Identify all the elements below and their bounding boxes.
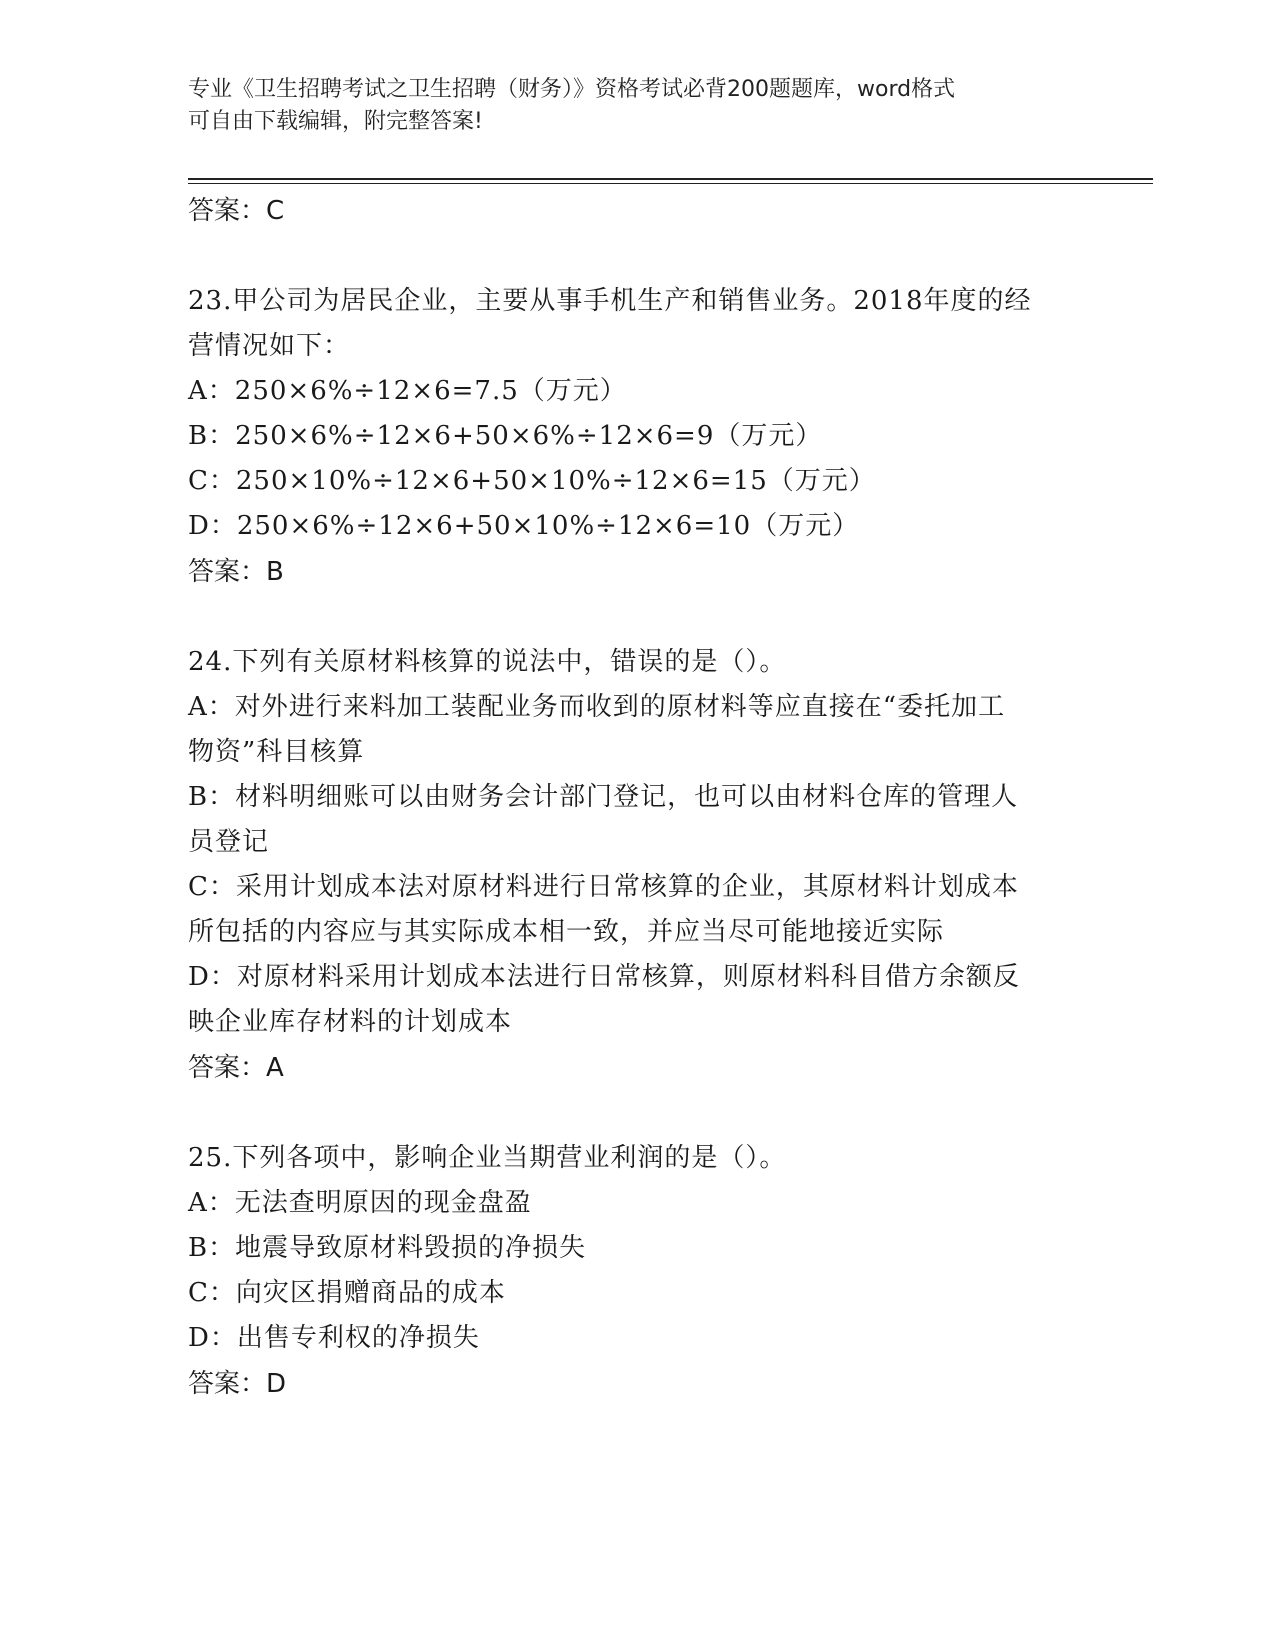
question-23-stem-line-1: 23.甲公司为居民企业，主要从事手机生产和销售业务。2018年度的经: [188, 286, 1032, 316]
header-divider-thick: [188, 178, 1153, 180]
spacer: [188, 1091, 1088, 1136]
question-23-option-c: C：250×10%÷12×6+50×10%÷12×6=15（万元）: [188, 466, 876, 496]
question-24-answer: 答案：A: [188, 1053, 284, 1083]
header-title-line-1: 专业《卫生招聘考试之卫生招聘（财务）》资格考试必背200题题库，word格式: [188, 77, 956, 102]
question-24-option-b-line-1: B：材料明细账可以由财务会计部门登记，也可以由材料仓库的管理人: [188, 782, 1019, 812]
header-title-line-2: 可自由下载编辑，附完整答案!: [188, 109, 483, 134]
question-25-option-c: C：向灾区捐赠商品的成本: [188, 1278, 506, 1308]
spacer: [188, 234, 1088, 279]
question-24-option-d-line-2: 映企业库存材料的计划成本: [188, 1007, 513, 1037]
question-25-option-d: D：出售专利权的净损失: [188, 1323, 480, 1353]
document-header: [188, 74, 1088, 138]
question-23-answer: 答案：B: [188, 557, 284, 587]
question-25-answer: 答案：D: [188, 1369, 287, 1399]
question-24-option-b-line-2: 员登记: [188, 827, 270, 857]
question-25-option-a: A：无法查明原因的现金盘盈: [188, 1188, 532, 1218]
question-24-option-d-line-1: D：对原材料采用计划成本法进行日常核算，则原材料科目借方余额反: [188, 962, 1020, 992]
spacer: [188, 595, 1088, 640]
question-24-option-c-line-1: C：采用计划成本法对原材料进行日常核算的企业，其原材料计划成本: [188, 872, 1019, 902]
question-24: [188, 640, 1088, 1091]
question-23: [188, 279, 1088, 595]
question-23-option-a: A：250×6%÷12×6=7.5（万元）: [188, 376, 627, 406]
question-25: [188, 1136, 1088, 1407]
header-divider-thin: [188, 183, 1153, 184]
question-list: [188, 188, 1088, 1407]
previous-answer: 答案：C: [188, 196, 285, 226]
question-25-stem: 25.下列各项中，影响企业当期营业利润的是（）。: [188, 1143, 787, 1173]
question-24-stem: 24.下列有关原材料核算的说法中，错误的是（）。: [188, 647, 787, 677]
question-24-option-a-line-1: A：对外进行来料加工装配业务而收到的原材料等应直接在“委托加工: [188, 692, 1006, 722]
question-23-option-d: D：250×6%÷12×6+50×10%÷12×6=10（万元）: [188, 511, 860, 541]
question-24-option-a-line-2: 物资”科目核算: [188, 737, 365, 767]
question-24-option-c-line-2: 所包括的内容应与其实际成本相一致，并应当尽可能地接近实际: [188, 917, 945, 947]
question-25-option-b: B：地震导致原材料毁损的净损失: [188, 1233, 587, 1263]
question-23-stem-line-2: 营情况如下：: [188, 331, 351, 361]
question-23-option-b: B：250×6%÷12×6+50×6%÷12×6=9（万元）: [188, 421, 823, 451]
